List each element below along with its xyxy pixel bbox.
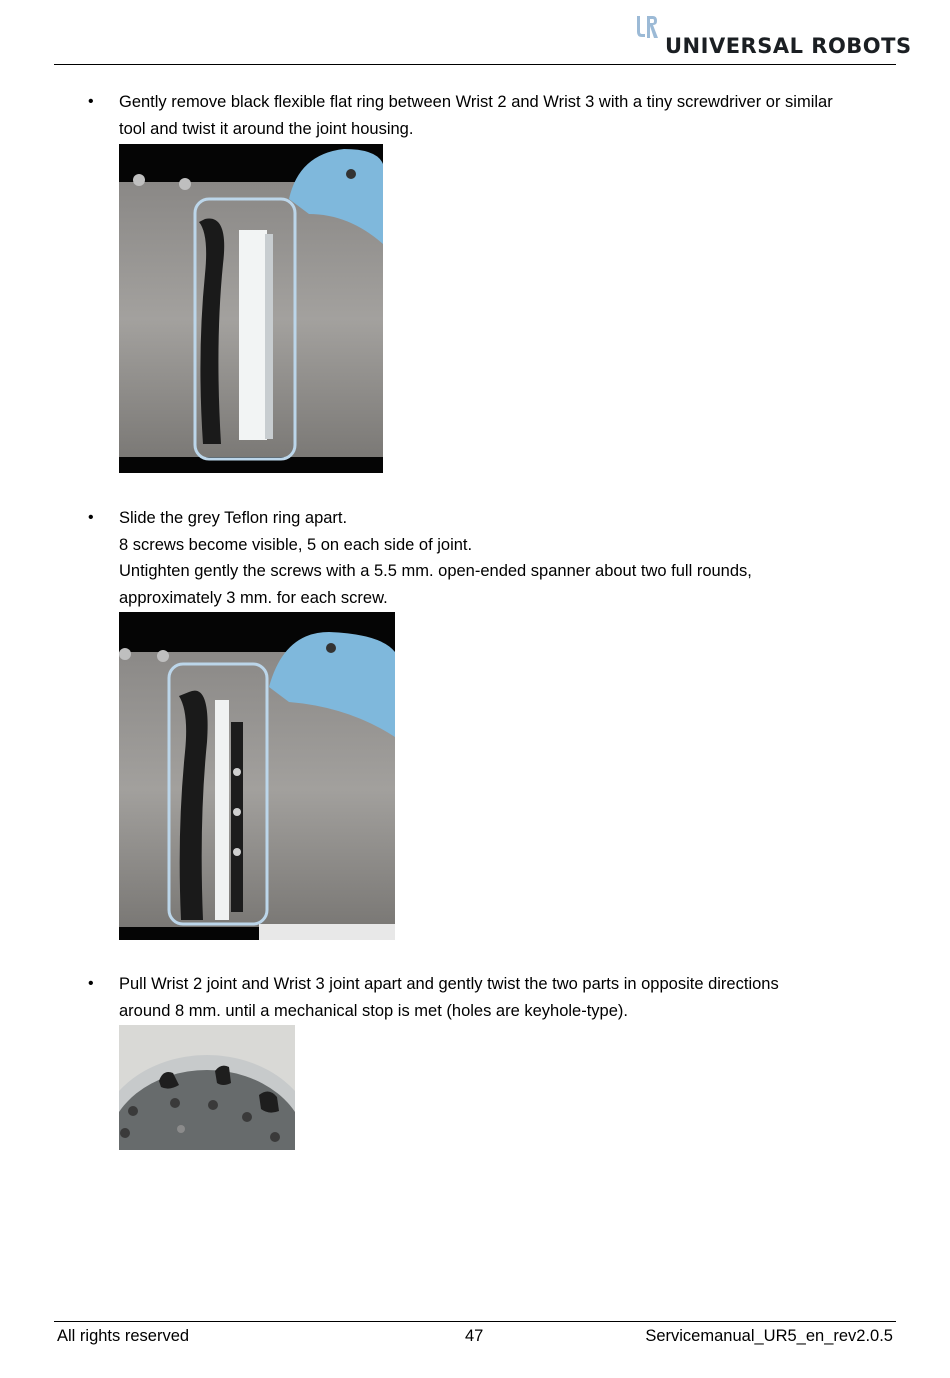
step-3-line-2: around 8 mm. until a mechanical stop is met (holes are keyhole-type).: [119, 1001, 628, 1020]
photo-keyhole-holes: [119, 1025, 295, 1150]
step-2-line-4: approximately 3 mm. for each screw.: [119, 588, 388, 607]
step-3-line-1: Pull Wrist 2 joint and Wrist 3 joint apart and gently twist the two parts in opposite directions: [119, 975, 779, 993]
footer-page-number: 47: [465, 1327, 484, 1345]
footer-document-id: Servicemanual_UR5_en_rev2.0.5: [645, 1327, 893, 1345]
step-1-text: [119, 89, 909, 142]
footer-copyright: All rights reserved: [57, 1327, 190, 1345]
step-2-text: [119, 505, 909, 611]
footer-divider: [54, 1321, 896, 1322]
bullet-3: •: [88, 975, 94, 992]
header-divider: [54, 64, 896, 65]
photo-flat-ring-removal: [119, 144, 383, 473]
header-logo: [635, 14, 912, 60]
step-2-line-3: Untighten gently the screws with a 5.5 mm. open-ended spanner about two full rounds,: [119, 562, 752, 580]
brand-name: UNIVERSAL ROBOTS: [665, 34, 912, 58]
step-2-line-2: 8 screws become visible, 5 on each side of joint.: [119, 535, 473, 554]
step-2-line-1: Slide the grey Teflon ring apart.: [119, 509, 348, 527]
photo-teflon-ring-screws: [119, 612, 395, 940]
step-1-line-2: tool and twist it around the joint housing.: [119, 119, 414, 138]
step-1-line-1: Gently remove black flexible flat ring between Wrist 2 and Wrist 3 with a tiny screwdriver or similar: [119, 93, 833, 111]
ur-logo-icon: [635, 14, 659, 40]
bullet-2: •: [88, 509, 94, 526]
step-3-text: [119, 971, 909, 1024]
bullet-1: •: [88, 93, 94, 110]
